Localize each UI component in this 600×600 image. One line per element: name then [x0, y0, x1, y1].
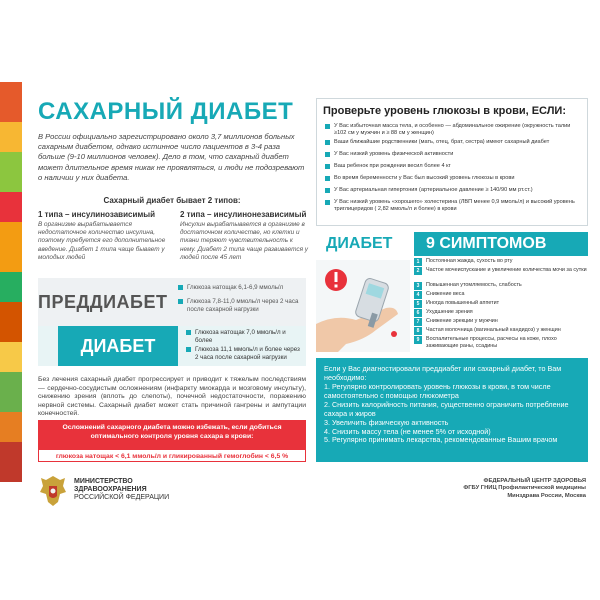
bullet-icon: [325, 152, 330, 157]
ministry-name: МИНИСТЕРСТВО ЗДРАВООХРАНЕНИЯ РОССИЙСКОЙ ФЕДЕРАЦИИ: [74, 478, 170, 501]
symptom-item: 6 Ухудшение зрения: [414, 309, 588, 316]
bullet-icon: [325, 124, 330, 129]
check-glucose-panel: [316, 98, 588, 226]
prediabetes-criterion: Глюкоза 7,8-11,0 ммоль/л через 2 часа после сахарной нагрузки: [178, 298, 302, 313]
bullet-icon: [178, 299, 183, 304]
alert-line-1: Осложнений сахарного диабета можно избежать, если добиться: [62, 424, 282, 431]
check-item: У Вас избыточная масса тела, и особенно — абдоминальное ожирение (окружность талии ≥102 см у мужчин и ≥ 88 см у женщин): [325, 123, 583, 137]
prediabetes-criterion: Глюкоза натощак 6,1-6,9 ммоль/л: [178, 284, 302, 292]
check-item: Ваши ближайшие родственники (мать, отец, брат, сестра) имеют сахарный диабет: [325, 139, 583, 146]
bullet-icon: [325, 188, 330, 193]
bullet-icon: [178, 285, 183, 290]
symptom-item: 2 Частое мочеиспускание и увеличение количества мочи за сутки: [414, 267, 588, 274]
bullet-icon: [325, 140, 330, 145]
prediabetes-panel: [38, 278, 306, 326]
type1-text: В организме вырабатывается недостаточное количество инсулина, поэтому требуется его дополнительное введение. Диабет 1 типа чаще бывает у молодых людей: [38, 221, 166, 261]
advice-item: 5. Регулярно принимать лекарства, рекомендованные Вашим врачом: [324, 435, 558, 445]
type2-text: Инсулин вырабатывается в организме в достаточном количестве, но клетки и ткани теряют чувствительность к нему. Диабет 2 типа чаще развивается у людей после 45 лет: [180, 221, 308, 261]
decorative-mosaic: [0, 82, 22, 482]
center-line-2: ФГБУ ГНИЦ Профилактической медицины: [463, 485, 586, 492]
alert-target-values: глюкоза натощак < 6,1 ммоль/л и гликированный гемоглобин < 6,5 %: [38, 449, 306, 462]
check-item: У Вас низкий уровень физической активности: [325, 151, 583, 158]
type2-title: 2 типа – инсулинонезависимый: [180, 210, 307, 219]
advice-item: 2. Снизить калорийность питания, существенно ограничить потребление сахара и жиров: [324, 399, 569, 418]
types-heading: Сахарный диабет бывает 2 типов:: [103, 196, 241, 205]
symptom-item: 8 Частая молочница (вагинальный кандидоз) у женщин: [414, 327, 588, 334]
bullet-icon: [325, 164, 330, 169]
center-line-1: ФЕДЕРАЛЬНЫЙ ЦЕНТР ЗДОРОВЬЯ: [483, 478, 586, 484]
bullet-icon: [186, 330, 191, 335]
diabetes-criterion: Глюкоза натощак 7,0 ммоль/л и более: [186, 329, 302, 344]
diabetes-panel: [38, 326, 306, 366]
page-title: САХАРНЫЙ ДИАБЕТ: [38, 98, 294, 125]
symptom-item: 7 Снижение эрекции у мужчин: [414, 318, 588, 325]
symptom-item: 5 Иногда повышенный аппетит: [414, 300, 588, 307]
type1-title: 1 типа – инсулинозависимый: [38, 210, 156, 219]
ministry-block: [38, 474, 238, 508]
check-heading: Проверьте уровень глюкозы в крови, ЕСЛИ:: [323, 105, 566, 117]
advice-panel: [316, 358, 588, 462]
type1-column: [38, 210, 166, 262]
type2-column: [180, 210, 308, 262]
check-item: У Вас низкий уровень «хорошего» холестерина (ЛВП менее 0,9 ммоль/л) и высокий уровень триглицеридов ( 2,82 ммоль/л и более) в крови: [325, 199, 583, 213]
advice-intro: Если у Вас диагностировали преддиабет или сахарный диабет, то Вам необходимо:: [324, 364, 562, 382]
symptom-item: 9 Воспалительные процессы, расчесы на коже, плохо заживающие раны, ссадины: [414, 336, 588, 349]
symptom-item: 3 Повышенная утомляемость, слабость: [414, 282, 588, 289]
symptoms-heading: 9 СИМПТОМОВ: [414, 232, 588, 256]
check-item: У Вас артериальная гипертония (артериальное давление ≥ 140/90 мм рт.ст.): [325, 187, 583, 194]
bullet-icon: [186, 347, 191, 352]
advice-item: 1. Регулярно контролировать уровень глюкозы в крови, в том числе самостоятельно с помощью глюкометра: [324, 382, 551, 400]
alert-box: [38, 420, 306, 462]
symptoms-panel: [316, 232, 588, 352]
symptoms-diabetes-label: ДИАБЕТ: [326, 235, 393, 252]
symptom-item: 1 Постоянная жажда, сухость во рту: [414, 258, 588, 265]
check-item: Во время беременности у Вас был высокий уровень глюкозы в крови: [325, 175, 583, 182]
intro-text: В России официально зарегистрировано около 3,7 миллионов больных сахарным диабетом, однако истинное число пациентов в 3-4 раза больше (9-10 миллионов человек). Дело в том, что сахарный диабет может длительное время никак не проявляться, и люди не подозревают о наличии у них диабета.: [38, 132, 305, 182]
diabetes-criterion: Глюкоза 11,1 ммоль/л и более через 2 часа после сахарной нагрузки: [186, 346, 302, 361]
complications-text: Без лечения сахарный диабет прогрессирует и приводит к тяжелым последствиям — сердечно-сосудистым осложнениям (инфаркту миокарда и мозговому инсульту), снижению зрения (вплоть до слепоты), почечной недостаточности, поражению нервной системы. Сахарный диабет может стать причиной гангрены и ампутации конечностей.: [38, 376, 306, 418]
alert-line-2: оптимального контроля уровня сахара в крови:: [90, 432, 254, 440]
glucometer-illustration: [316, 260, 410, 352]
health-center-block: [386, 478, 586, 500]
advice-item: 4. Снизить массу тела (не менее 5% от исходной): [324, 426, 491, 436]
bullet-icon: [325, 200, 330, 205]
center-line-3: Минздрава России, Москва: [507, 492, 586, 499]
prediabetes-label: ПРЕДДИАБЕТ: [38, 292, 168, 312]
diabetes-label: ДИАБЕТ: [58, 326, 178, 366]
check-item: Ваш ребенок при рождении весил более 4 кг: [325, 163, 583, 170]
advice-list: [324, 383, 580, 445]
bullet-icon: [325, 176, 330, 181]
symptom-item: 4 Снижение веса: [414, 291, 588, 298]
advice-item: 3. Увеличить физическую активность: [324, 417, 449, 427]
coat-of-arms-icon: [38, 474, 68, 508]
